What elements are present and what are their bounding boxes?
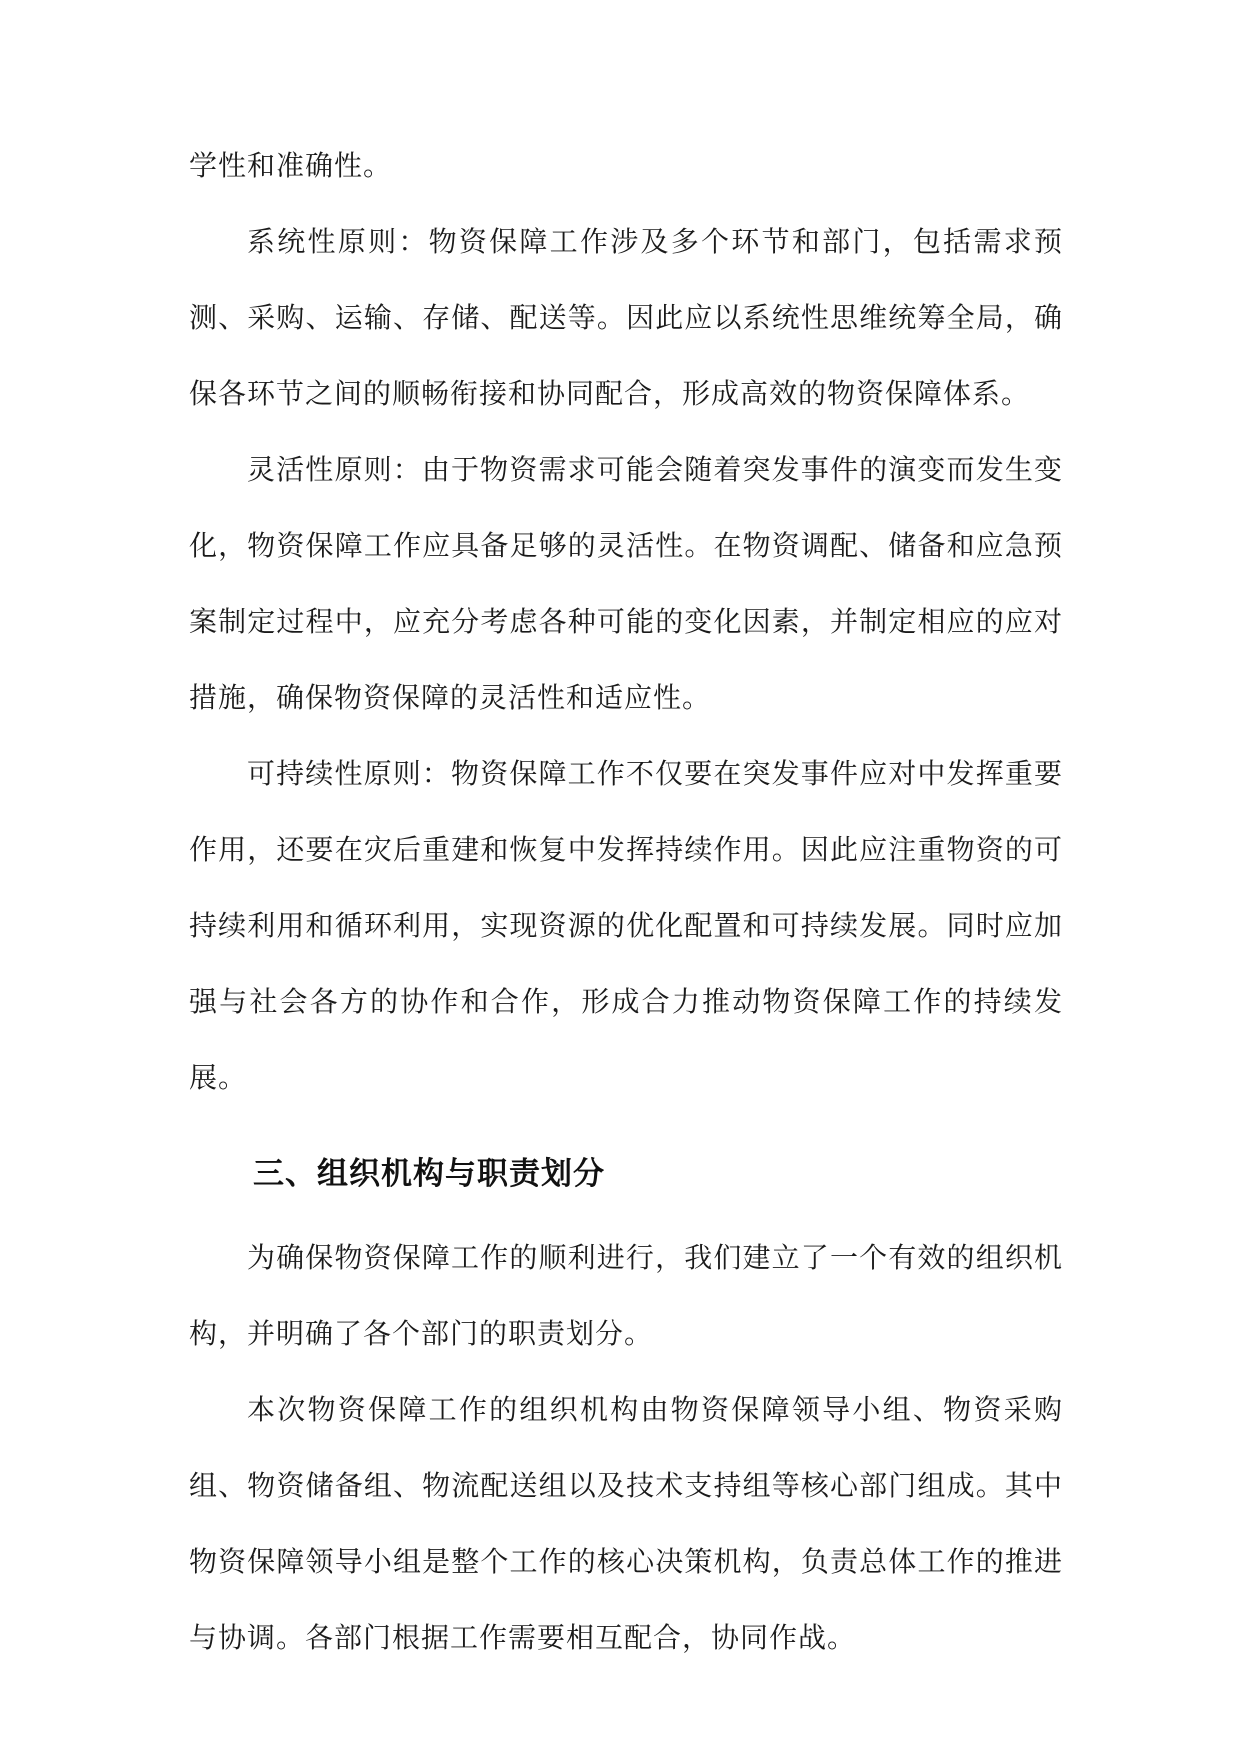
principle-sustainability-paragraph: 可持续性原则：物资保障工作不仅要在突发事件应对中发挥重要作用，还要在灾后重建和恢复中发挥持续作用。因此应注重物资的可持续利用和循环利用，实现资源的优化配置和可持续发展。同时应加强与社会各方的协作和合作，形成合力推动物资保障工作的持续发展。: [189, 757, 1063, 1094]
section-heading: 三、组织机构与职责划分: [253, 1156, 605, 1192]
document-body: [189, 142, 1063, 1676]
principle-flexibility-paragraph: 灵活性原则：由于物资需求可能会随着突发事件的演变而发生变化，物资保障工作应具备足够的灵活性。在物资调配、储备和应急预案制定过程中，应充分考虑各种可能的变化因素，并制定相应的应对措施，确保物资保障的灵活性和适应性。: [189, 453, 1063, 714]
organization-structure-paragraph: 本次物资保障工作的组织机构由物资保障领导小组、物资采购组、物资储备组、物流配送组以及技术支持组等核心部门组成。其中物资保障领导小组是整个工作的核心决策机构，负责总体工作的推进与协调。各部门根据工作需要相互配合，协同作战。: [189, 1393, 1063, 1654]
principle-systematic-paragraph: 系统性原则：物资保障工作涉及多个环节和部门，包括需求预测、采购、运输、存储、配送等。因此应以系统性思维统筹全局，确保各环节之间的顺畅衔接和协同配合，形成高效的物资保障体系。: [189, 225, 1063, 410]
continued-paragraph: 学性和准确性。: [189, 149, 393, 182]
organization-intro-paragraph: 为确保物资保障工作的顺利进行，我们建立了一个有效的组织机构，并明确了各个部门的职责划分。: [189, 1241, 1063, 1350]
